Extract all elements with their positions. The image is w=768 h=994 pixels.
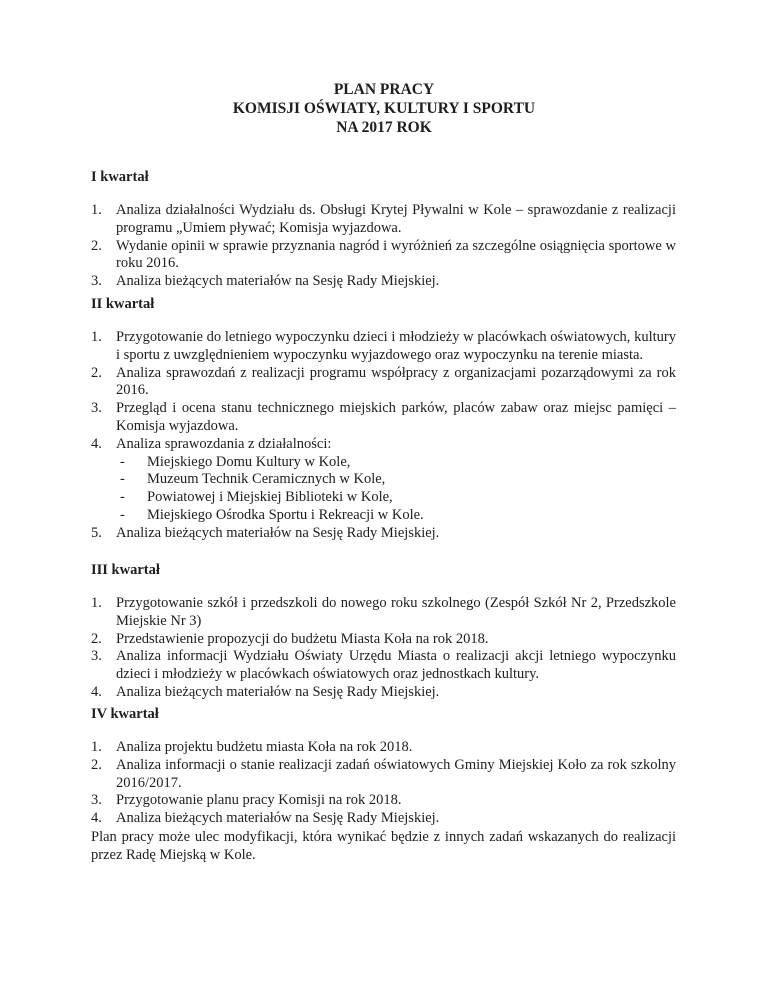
list-item (91, 436, 676, 525)
sub-list-item (116, 454, 676, 472)
item-number: 2. (91, 756, 102, 773)
dash-marker: - (120, 489, 125, 506)
list-item (91, 648, 676, 684)
title-line-2: KOMISJI OŚWIATY, KULTURY I SPORTU (232, 100, 536, 117)
item-text: Analiza informacji Wydziału Oświaty Urzędu Miasta o realizacji akcji letniego wypoczynku dzieci i młodzieży w placówkach oświatowych oraz jednostkach kultury. (116, 648, 676, 683)
item-number: 2. (91, 237, 102, 254)
item-number: 3. (91, 400, 102, 417)
sub-list (116, 454, 676, 525)
sub-list-item (116, 507, 676, 525)
document-title (0, 80, 768, 137)
item-number: 4. (91, 683, 102, 700)
list-item (91, 329, 676, 365)
sub-item-text: Muzeum Technik Ceramicznych w Kole, (147, 471, 386, 488)
item-text: Analiza bieżących materiałów na Sesję Rady Miejskiej. (116, 683, 440, 700)
list-item (91, 365, 676, 401)
dash-marker: - (120, 453, 125, 470)
item-text: Analiza bieżących materiałów na Sesję Rady Miejskiej. (116, 273, 440, 290)
item-number: 4. (91, 810, 102, 827)
item-text: Wydanie opinii w sprawie przyznania nagród i wyróżnień za szczególne osiągnięcia sportowe w roku 2016. (116, 237, 676, 272)
item-text: Przygotowanie szkół i przedszkoli do nowego roku szkolnego (Zespół Szkół Nr 2, Przedszkole Miejskie Nr 3) (116, 595, 676, 629)
item-number: 2. (91, 364, 102, 381)
item-text: Przedstawienie propozycji do budżetu Miasta Koła na rok 2018. (116, 630, 489, 647)
item-number: 1. (91, 739, 102, 755)
list-item (91, 631, 676, 649)
item-text: Analiza sprawozdań z realizacji programu współpracy z organizacjami pozarządowymi za rok 2016. (116, 364, 676, 399)
item-text: Przygotowanie planu pracy Komisji na rok 2018. (116, 792, 402, 809)
item-text: Przegląd i ocena stanu technicznego miejskich parków, placów zabaw oraz miejsc pamięci – Komisja wyjazdowa. (116, 400, 676, 434)
list-item (91, 273, 676, 291)
section-list-q4 (91, 739, 676, 828)
list-item (91, 238, 676, 274)
item-number: 1. (91, 329, 102, 345)
sub-list-item (116, 489, 676, 507)
item-text: Analiza działalności Wydziału ds. Obsługi Krytej Pływalni w Kole – sprawozdanie z realizacji programu „Umiem pływać; Komisja wyjazdowa. (116, 202, 676, 236)
item-number: 4. (91, 435, 102, 452)
section-list-q1 (91, 202, 676, 291)
section-list-q2 (91, 329, 676, 543)
item-number: 2. (91, 630, 102, 647)
list-item (91, 525, 676, 543)
section-heading-q4: IV kwartał (91, 706, 159, 722)
sub-list-item (116, 471, 676, 489)
list-item (91, 739, 676, 757)
item-text: Analiza bieżących materiałów na Sesję Rady Miejskiej. (116, 524, 440, 541)
list-item (91, 810, 676, 828)
list-item (91, 202, 676, 238)
item-text: Analiza informacji o stanie realizacji zadań oświatowych Gminy Miejskiej Koło za rok szkolny 2016/2017. (116, 756, 676, 791)
list-item (91, 757, 676, 793)
item-number: 5. (91, 524, 102, 541)
section-heading-q1: I kwartał (91, 169, 149, 185)
item-number: 1. (91, 202, 102, 218)
title-line-1: PLAN PRACY (333, 81, 435, 98)
closing-paragraph: Plan pracy może ulec modyfikacji, która wynikać będzie z innych zadań wskazanych do realizacji przez Radę Miejską w Kole. (91, 829, 676, 863)
item-number: 1. (91, 595, 102, 611)
item-number: 3. (91, 792, 102, 809)
item-number: 3. (91, 648, 102, 665)
item-number: 3. (91, 273, 102, 290)
title-line-3: NA 2017 ROK (336, 119, 432, 136)
dash-marker: - (120, 506, 125, 523)
item-text: Analiza projektu budżetu miasta Koła na rok 2018. (116, 739, 413, 755)
list-item (91, 792, 676, 810)
section-list-q3 (91, 595, 676, 702)
item-text: Analiza bieżących materiałów na Sesję Rady Miejskiej. (116, 810, 440, 827)
section-heading-q3: III kwartał (91, 562, 160, 578)
list-item (91, 684, 676, 702)
item-text: Przygotowanie do letniego wypoczynku dzieci i młodzieży w placówkach oświatowych, kultury i sportu z uwzględnieniem wypoczynku wyjazdowego oraz wypoczynku na terenie miasta. (116, 329, 676, 363)
sub-item-text: Powiatowej i Miejskiej Biblioteki w Kole, (147, 489, 393, 506)
sub-item-text: Miejskiego Ośrodka Sportu i Rekreacji w Kole. (147, 506, 424, 523)
section-heading-q2: II kwartał (91, 296, 155, 312)
list-item (91, 400, 676, 436)
sub-item-text: Miejskiego Domu Kultury w Kole, (147, 453, 351, 470)
item-text: Analiza sprawozdania z działalności: (116, 435, 332, 452)
list-item (91, 595, 676, 631)
dash-marker: - (120, 471, 125, 488)
